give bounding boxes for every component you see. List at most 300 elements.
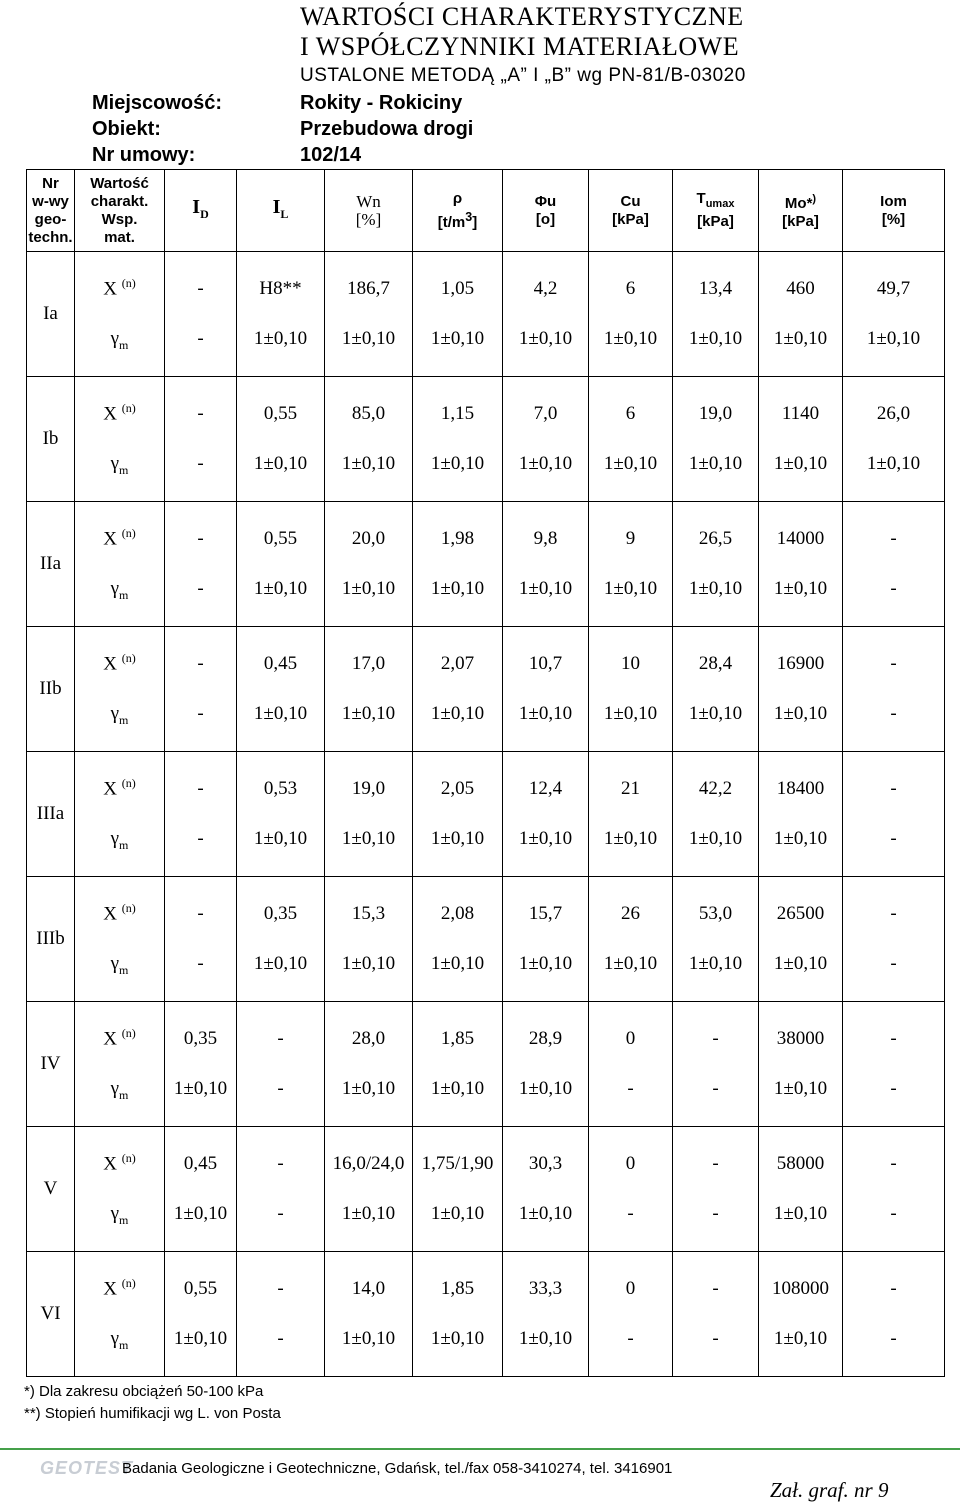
characteristic-value: - — [890, 1153, 897, 1174]
characteristic-value: 1,98 — [440, 528, 475, 549]
material-coefficient: 1±0,10 — [430, 703, 485, 724]
value-cell — [165, 752, 237, 877]
material-coefficient: 1±0,10 — [253, 703, 308, 724]
annex-number: Zał. graf. nr 9 — [770, 1478, 889, 1502]
characteristic-value-symbol: X $^{(n)}$ — [103, 1275, 136, 1300]
material-coefficient: 1±0,10 — [253, 578, 308, 599]
value-type-cell — [75, 627, 165, 752]
material-coefficient: 1±0,10 — [688, 828, 743, 849]
table-body — [27, 252, 945, 1377]
footer-rule — [0, 1448, 960, 1450]
value-type-cell — [75, 502, 165, 627]
object-value: Przebudowa drogi — [300, 118, 474, 140]
layer-id: Ia — [27, 252, 75, 377]
material-coefficient: - — [890, 953, 897, 974]
material-coefficient: 1±0,10 — [341, 328, 396, 349]
value-cell — [237, 752, 325, 877]
value-type-cell — [75, 377, 165, 502]
characteristic-value: - — [890, 1278, 897, 1299]
value-cell — [759, 1002, 843, 1127]
location-label: Miejscowość: — [92, 92, 223, 114]
value-cell — [673, 377, 759, 502]
header-cohesion: Cu [kPa] — [589, 170, 673, 252]
material-coefficient: 1±0,10 — [773, 1078, 828, 1099]
characteristic-value: 33,3 — [528, 1278, 563, 1299]
material-coefficient: 1±0,10 — [341, 828, 396, 849]
value-cell — [759, 752, 843, 877]
material-coefficient: 1±0,10 — [773, 703, 828, 724]
value-cell — [237, 1002, 325, 1127]
value-cell — [843, 752, 945, 877]
characteristic-value: - — [890, 778, 897, 799]
footnote-load-range: *) Dla zakresu obciążeń 50-100 kPa — [24, 1383, 264, 1400]
characteristic-value: 28,9 — [528, 1028, 563, 1049]
characteristic-value: 58000 — [776, 1153, 825, 1174]
characteristic-value-symbol: X $^{(n)}$ — [103, 275, 136, 300]
material-coefficient: - — [890, 828, 897, 849]
value-cell — [325, 1002, 413, 1127]
document-title-line-1: WARTOŚCI CHARAKTERYSTYCZNE — [300, 2, 744, 31]
characteristic-value: 18400 — [776, 778, 825, 799]
characteristic-value: - — [712, 1153, 719, 1174]
value-cell — [165, 502, 237, 627]
value-cell — [589, 627, 673, 752]
material-coefficient: - — [277, 1078, 284, 1099]
value-type-cell — [75, 1002, 165, 1127]
material-coefficient: - — [197, 578, 204, 599]
characteristic-value: - — [277, 1153, 284, 1174]
characteristic-value: 20,0 — [351, 528, 386, 549]
characteristic-value: 15,7 — [528, 903, 563, 924]
material-coefficient: 1±0,10 — [773, 953, 828, 974]
value-cell — [589, 877, 673, 1002]
characteristic-value: 0,55 — [183, 1278, 218, 1299]
characteristic-value-symbol: X $^{(n)}$ — [103, 775, 136, 800]
value-cell — [759, 627, 843, 752]
characteristic-value: 21 — [621, 778, 640, 799]
header-layer-nr: Nr w-wy geo- techn. — [27, 170, 75, 252]
material-coefficient: 1±0,10 — [341, 1078, 396, 1099]
value-cell — [165, 377, 237, 502]
layer-id: IIa — [27, 502, 75, 627]
value-cell — [237, 252, 325, 377]
characteristic-value: 26,5 — [698, 528, 733, 549]
material-coefficient: 1±0,10 — [341, 1328, 396, 1349]
material-coefficient: 1±0,10 — [341, 578, 396, 599]
characteristic-value: 0,35 — [183, 1028, 218, 1049]
material-coefficient: 1±0,10 — [773, 828, 828, 849]
characteristic-value: - — [890, 528, 897, 549]
material-coefficient: 1±0,10 — [341, 453, 396, 474]
value-cell — [589, 502, 673, 627]
material-coefficient: 1±0,10 — [518, 953, 573, 974]
material-coefficient: 1±0,10 — [518, 703, 573, 724]
value-cell — [843, 877, 945, 1002]
material-coefficient: 1±0,10 — [430, 828, 485, 849]
characteristic-value: 1,85 — [440, 1278, 475, 1299]
characteristic-value: 6 — [625, 403, 636, 424]
layer-id: IV — [27, 1002, 75, 1127]
value-cell — [673, 1127, 759, 1252]
value-cell — [237, 502, 325, 627]
value-cell — [325, 752, 413, 877]
material-coefficient: 1±0,10 — [518, 1328, 573, 1349]
value-cell — [413, 627, 503, 752]
characteristic-value: - — [890, 1028, 897, 1049]
characteristic-value: 49,7 — [876, 278, 911, 299]
object-label: Obiekt: — [92, 118, 161, 140]
material-coefficient-symbol: $\gamma_m$ — [110, 1203, 129, 1228]
value-cell — [237, 877, 325, 1002]
value-cell — [589, 377, 673, 502]
value-cell — [673, 877, 759, 1002]
material-coefficient-symbol: $\gamma_m$ — [110, 453, 129, 478]
material-coefficient: 1±0,10 — [773, 453, 828, 474]
value-cell — [325, 252, 413, 377]
material-coefficient: 1±0,10 — [773, 1328, 828, 1349]
material-coefficient: - — [890, 1328, 897, 1349]
characteristic-value: 26,0 — [876, 403, 911, 424]
value-cell — [413, 252, 503, 377]
material-coefficient-symbol: $\gamma_m$ — [110, 703, 129, 728]
table-row — [27, 1127, 945, 1252]
characteristic-value: 186,7 — [347, 278, 390, 299]
header-density-index: $I_D$ — [165, 170, 237, 252]
header-row — [27, 170, 945, 252]
characteristic-value: 19,0 — [351, 778, 386, 799]
characteristic-value: 0,45 — [183, 1153, 218, 1174]
table-row — [27, 627, 945, 752]
value-cell — [503, 1127, 589, 1252]
characteristic-value: 26500 — [776, 903, 825, 924]
material-coefficient: 1±0,10 — [253, 828, 308, 849]
material-coefficient: 1±0,10 — [173, 1203, 228, 1224]
characteristic-value: 1,15 — [440, 403, 475, 424]
layer-id: IIIa — [27, 752, 75, 877]
value-cell — [589, 1127, 673, 1252]
value-cell — [843, 1002, 945, 1127]
material-coefficient: 1±0,10 — [253, 453, 308, 474]
material-coefficient: 1±0,10 — [603, 953, 658, 974]
material-coefficient: - — [197, 703, 204, 724]
value-cell — [325, 1252, 413, 1377]
value-cell — [503, 377, 589, 502]
characteristic-value: 2,08 — [440, 903, 475, 924]
characteristic-value: 460 — [786, 278, 815, 299]
material-coefficient: - — [890, 1203, 897, 1224]
value-cell — [673, 502, 759, 627]
layer-id: IIb — [27, 627, 75, 752]
characteristic-value: 0,55 — [263, 403, 298, 424]
characteristic-value: 0,35 — [263, 903, 298, 924]
value-cell — [503, 877, 589, 1002]
value-cell — [413, 1002, 503, 1127]
material-coefficient: 1±0,10 — [341, 703, 396, 724]
characteristic-value: - — [890, 903, 897, 924]
value-cell — [759, 377, 843, 502]
value-cell — [843, 627, 945, 752]
characteristic-value: - — [197, 653, 204, 674]
material-coefficient: 1±0,10 — [518, 453, 573, 474]
material-coefficient: - — [277, 1203, 284, 1224]
characteristic-value: - — [277, 1028, 284, 1049]
characteristic-value-symbol: X $^{(n)}$ — [103, 400, 136, 425]
value-cell — [503, 502, 589, 627]
characteristic-value: 85,0 — [351, 403, 386, 424]
company-info: Badania Geologiczne i Geotechniczne, Gdańsk, tel./fax 058-3410274, tel. 3416901 — [122, 1460, 673, 1477]
table-row — [27, 752, 945, 877]
characteristic-value: 30,3 — [528, 1153, 563, 1174]
material-coefficient: - — [197, 953, 204, 974]
characteristic-value: 0,45 — [263, 653, 298, 674]
material-coefficient: 1±0,10 — [173, 1078, 228, 1099]
contract-value: 102/14 — [300, 144, 362, 166]
header-friction-angle: Φu [o] — [503, 170, 589, 252]
value-cell — [843, 502, 945, 627]
material-properties-table — [26, 169, 945, 1377]
characteristic-value: 14000 — [776, 528, 825, 549]
value-type-cell — [75, 877, 165, 1002]
material-coefficient: 1±0,10 — [518, 1203, 573, 1224]
characteristic-value: 1140 — [781, 403, 820, 424]
material-coefficient: 1±0,10 — [518, 828, 573, 849]
characteristic-value: - — [197, 903, 204, 924]
material-coefficient: - — [627, 1328, 634, 1349]
value-cell — [503, 1252, 589, 1377]
value-cell — [503, 627, 589, 752]
material-coefficient: - — [627, 1078, 634, 1099]
characteristic-value-symbol: X $^{(n)}$ — [103, 1025, 136, 1050]
material-coefficient: 1±0,10 — [603, 828, 658, 849]
material-coefficient-symbol: $\gamma_m$ — [110, 828, 129, 853]
characteristic-value: - — [197, 403, 204, 424]
value-cell — [759, 877, 843, 1002]
value-cell — [589, 1002, 673, 1127]
document-title-line-2: I WSPÓŁCZYNNIKI MATERIAŁOWE — [300, 32, 740, 61]
layer-id: VI — [27, 1252, 75, 1377]
characteristic-value: - — [277, 1278, 284, 1299]
characteristic-value: 53,0 — [698, 903, 733, 924]
characteristic-value: H8** — [259, 278, 302, 299]
characteristic-value: 0 — [625, 1153, 636, 1174]
table-row — [27, 252, 945, 377]
characteristic-value: 28,0 — [351, 1028, 386, 1049]
characteristic-value: 0 — [625, 1028, 636, 1049]
value-cell — [325, 377, 413, 502]
value-cell — [673, 252, 759, 377]
characteristic-value: 2,07 — [440, 653, 475, 674]
material-coefficient: - — [197, 828, 204, 849]
material-coefficient: 1±0,10 — [430, 1328, 485, 1349]
value-cell — [325, 627, 413, 752]
material-coefficient: 1±0,10 — [866, 328, 921, 349]
characteristic-value: 16900 — [776, 653, 825, 674]
header-moisture: Wn [%] — [325, 170, 413, 252]
value-cell — [165, 252, 237, 377]
characteristic-value: - — [197, 528, 204, 549]
layer-id: Ib — [27, 377, 75, 502]
value-cell — [165, 1002, 237, 1127]
value-cell — [759, 252, 843, 377]
characteristic-value: 0 — [625, 1278, 636, 1299]
characteristic-value: 6 — [625, 278, 636, 299]
characteristic-value-symbol: X $^{(n)}$ — [103, 650, 136, 675]
characteristic-value: 17,0 — [351, 653, 386, 674]
value-cell — [413, 1252, 503, 1377]
value-cell — [325, 502, 413, 627]
characteristic-value: 19,0 — [698, 403, 733, 424]
material-coefficient: 1±0,10 — [173, 1328, 228, 1349]
material-coefficient: 1±0,10 — [430, 1078, 485, 1099]
company-logo: GEOTEST — [40, 1458, 134, 1478]
value-cell — [843, 1252, 945, 1377]
characteristic-value: - — [712, 1278, 719, 1299]
material-coefficient: 1±0,10 — [518, 1078, 573, 1099]
value-cell — [165, 1127, 237, 1252]
material-coefficient: - — [712, 1078, 719, 1099]
material-coefficient: - — [890, 1078, 897, 1099]
value-cell — [237, 377, 325, 502]
value-cell — [165, 877, 237, 1002]
characteristic-value: - — [712, 1028, 719, 1049]
characteristic-value: 0,55 — [263, 528, 298, 549]
value-type-cell — [75, 752, 165, 877]
characteristic-value-symbol: X $^{(n)}$ — [103, 1150, 136, 1175]
material-coefficient: - — [890, 578, 897, 599]
value-cell — [589, 1252, 673, 1377]
value-cell — [503, 252, 589, 377]
material-coefficient: 1±0,10 — [688, 328, 743, 349]
material-coefficient: 1±0,10 — [773, 1203, 828, 1224]
characteristic-value: 15,3 — [351, 903, 386, 924]
material-coefficient: 1±0,10 — [773, 578, 828, 599]
material-coefficient: 1±0,10 — [430, 453, 485, 474]
header-liquidity-index: $I_L$ — [237, 170, 325, 252]
value-cell — [503, 752, 589, 877]
material-coefficient: 1±0,10 — [688, 578, 743, 599]
characteristic-value: 9 — [625, 528, 636, 549]
material-coefficient: 1±0,10 — [773, 328, 828, 349]
characteristic-value: - — [197, 778, 204, 799]
table-row — [27, 1252, 945, 1377]
value-cell — [759, 1127, 843, 1252]
header-value-type: Wartość charakt. Wsp. mat. — [75, 170, 165, 252]
layer-id: IIIb — [27, 877, 75, 1002]
material-coefficient: - — [712, 1328, 719, 1349]
value-cell — [237, 627, 325, 752]
characteristic-value: 2,05 — [440, 778, 475, 799]
material-coefficient: 1±0,10 — [430, 953, 485, 974]
material-coefficient: 1±0,10 — [603, 328, 658, 349]
characteristic-value: 0,53 — [263, 778, 298, 799]
material-coefficient-symbol: $\gamma_m$ — [110, 953, 129, 978]
material-coefficient: 1±0,10 — [518, 328, 573, 349]
header-bulk-density: ρ $[t/m^3]$ — [413, 170, 503, 252]
value-cell — [413, 752, 503, 877]
material-coefficient: - — [277, 1328, 284, 1349]
value-cell — [237, 1127, 325, 1252]
material-coefficient: 1±0,10 — [603, 703, 658, 724]
value-cell — [759, 502, 843, 627]
value-cell — [843, 1127, 945, 1252]
contract-label: Nr umowy: — [92, 144, 196, 166]
characteristic-value: 42,2 — [698, 778, 733, 799]
value-cell — [673, 1252, 759, 1377]
value-cell — [843, 377, 945, 502]
value-cell — [759, 1252, 843, 1377]
value-cell — [673, 627, 759, 752]
characteristic-value: 16,0/24,0 — [332, 1153, 405, 1174]
material-coefficient-symbol: $\gamma_m$ — [110, 578, 129, 603]
value-cell — [673, 1002, 759, 1127]
material-coefficient: 1±0,10 — [430, 1203, 485, 1224]
value-cell — [589, 752, 673, 877]
material-coefficient: 1±0,10 — [430, 328, 485, 349]
material-coefficient: - — [627, 1203, 634, 1224]
value-cell — [413, 1127, 503, 1252]
location-value: Rokity - Rokiciny — [300, 92, 463, 114]
characteristic-value: - — [890, 653, 897, 674]
characteristic-value: - — [197, 278, 204, 299]
material-coefficient: 1±0,10 — [866, 453, 921, 474]
value-cell — [237, 1252, 325, 1377]
characteristic-value: 9,8 — [533, 528, 558, 549]
material-coefficient: 1±0,10 — [430, 578, 485, 599]
characteristic-value: 4,2 — [533, 278, 558, 299]
material-coefficient-symbol: $\gamma_m$ — [110, 1328, 129, 1353]
characteristic-value: 1,85 — [440, 1028, 475, 1049]
value-type-cell — [75, 1127, 165, 1252]
characteristic-value: 12,4 — [528, 778, 563, 799]
characteristic-value: 10 — [621, 653, 640, 674]
characteristic-value: 7,0 — [533, 403, 558, 424]
value-cell — [413, 877, 503, 1002]
material-coefficient: 1±0,10 — [688, 453, 743, 474]
value-cell — [843, 252, 945, 377]
value-type-cell — [75, 1252, 165, 1377]
value-type-cell — [75, 252, 165, 377]
characteristic-value-symbol: X $^{(n)}$ — [103, 525, 136, 550]
layer-id: V — [27, 1127, 75, 1252]
value-cell — [413, 377, 503, 502]
material-coefficient: 1±0,10 — [518, 578, 573, 599]
characteristic-value: 26 — [621, 903, 640, 924]
value-cell — [325, 877, 413, 1002]
footnote-humification: **) Stopień humifikacji wg L. von Posta — [24, 1405, 281, 1422]
value-cell — [673, 752, 759, 877]
material-coefficient-symbol: $\gamma_m$ — [110, 1078, 129, 1103]
header-oedometric-modulus: Mo*) [kPa] — [759, 170, 843, 252]
header-organic-content: Iom [%] — [843, 170, 945, 252]
material-coefficient: 1±0,10 — [688, 703, 743, 724]
value-cell — [325, 1127, 413, 1252]
table-row — [27, 377, 945, 502]
value-cell — [165, 1252, 237, 1377]
characteristic-value: 13,4 — [698, 278, 733, 299]
characteristic-value: 38000 — [776, 1028, 825, 1049]
table-row — [27, 1002, 945, 1127]
material-coefficient: - — [197, 453, 204, 474]
material-coefficient: - — [712, 1203, 719, 1224]
material-coefficient-symbol: $\gamma_m$ — [110, 328, 129, 353]
characteristic-value: 10,7 — [528, 653, 563, 674]
value-cell — [165, 627, 237, 752]
value-cell — [589, 252, 673, 377]
material-coefficient: 1±0,10 — [253, 328, 308, 349]
material-coefficient: 1±0,10 — [341, 953, 396, 974]
table-row — [27, 877, 945, 1002]
characteristic-value: 14,0 — [351, 1278, 386, 1299]
